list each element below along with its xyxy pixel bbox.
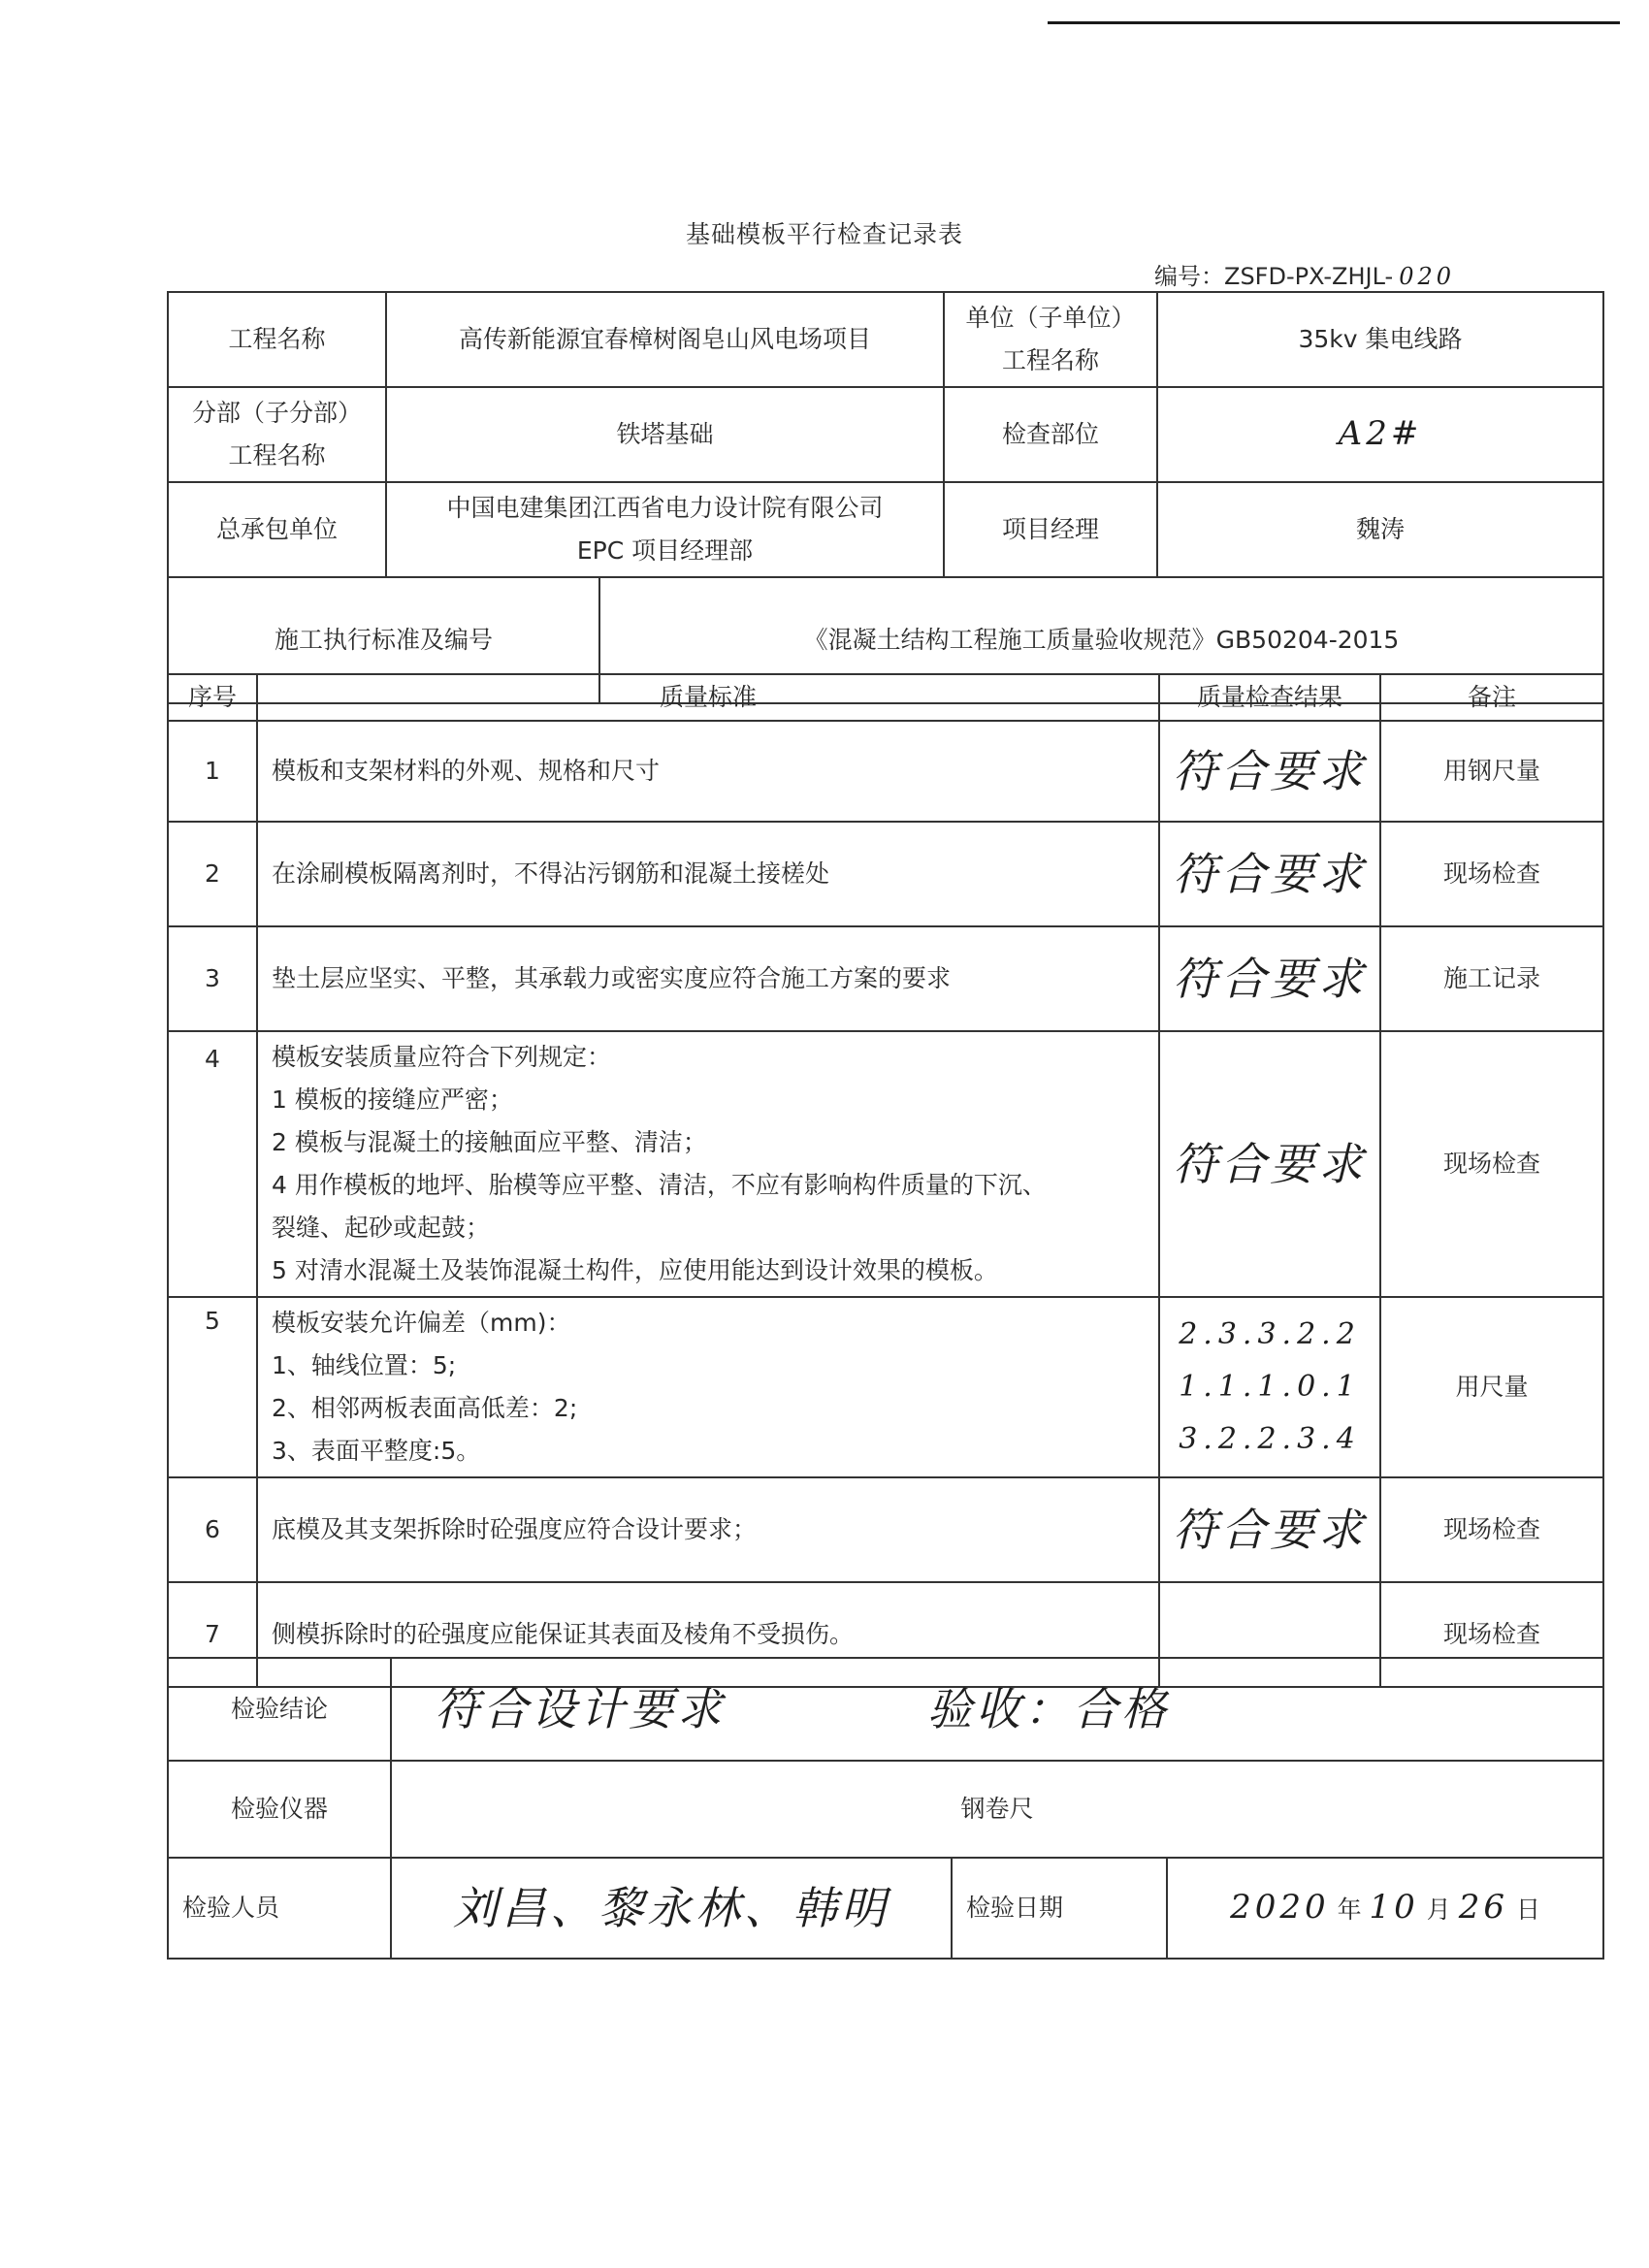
- inspect-part: A2#: [1157, 387, 1603, 482]
- instrument-value: 钢卷尺: [391, 1761, 1603, 1858]
- scan-edge-line: [1048, 21, 1620, 24]
- conclusion-row: [168, 1658, 1603, 1761]
- item-result: 符合要求: [1159, 1031, 1380, 1297]
- document-number-handwritten: 020: [1399, 263, 1455, 290]
- item-standard: 模板和支架材料的外观、规格和尺寸: [257, 721, 1159, 822]
- item-no: 2: [168, 822, 257, 926]
- standard-label: 施工执行标准及编号: [168, 577, 599, 703]
- project-name-label: 工程名称: [168, 292, 386, 387]
- item-no: 7: [168, 1582, 257, 1687]
- item-standard: 模板安装允许偏差（mm)： 1、轴线位置：5; 2、相邻两板表面高低差：2; 3、表面平整度:5。: [257, 1297, 1159, 1477]
- inspectors-value: 刘昌、黎永林、韩明: [391, 1858, 952, 1959]
- document-title: 基础模板平行检查记录表: [685, 220, 963, 248]
- item-standard: 底模及其支架拆除时砼强度应符合设计要求；: [257, 1477, 1159, 1582]
- document-number-label: 编号：ZSFD-PX-ZHJL-: [1154, 263, 1394, 290]
- item-standard: 侧模拆除时的砼强度应能保证其表面及棱角不受损伤。: [257, 1582, 1159, 1687]
- document-number: [1154, 257, 1455, 291]
- conclusion-label: 检验结论: [168, 1658, 391, 1761]
- item-remark: 用尺量: [1380, 1297, 1603, 1477]
- column-standard: 质量标准: [257, 674, 1159, 721]
- header-row-contractor: [168, 482, 1603, 577]
- conclusion-value: 符合设计要求 验收：合格: [391, 1658, 1603, 1761]
- item-no: 3: [168, 926, 257, 1031]
- sub-project-name: 铁塔基础: [386, 387, 944, 482]
- table-row: [168, 822, 1603, 926]
- header-table: [167, 291, 1602, 704]
- item-no: 5: [168, 1297, 257, 1477]
- project-name: 高传新能源宜春樟树阁皂山风电场项目: [386, 292, 944, 387]
- column-result: 质量检查结果: [1159, 674, 1380, 721]
- contractor-label: 总承包单位: [168, 482, 386, 577]
- item-result: 符合要求: [1159, 1477, 1380, 1582]
- table-row: [168, 1477, 1603, 1582]
- item-standard: 在涂刷模板隔离剂时，不得沾污钢筋和混凝土接槎处: [257, 822, 1159, 926]
- contractor-name: 中国电建集团江西省电力设计院有限公司 EPC 项目经理部: [386, 482, 944, 577]
- item-remark: 现场检查: [1380, 1031, 1603, 1297]
- item-no: 4: [168, 1031, 257, 1297]
- item-remark: 施工记录: [1380, 926, 1603, 1031]
- header-row-subproject: [168, 387, 1603, 482]
- instrument-label: 检验仪器: [168, 1761, 391, 1858]
- manager-name: 魏涛: [1157, 482, 1603, 577]
- item-result: 符合要求: [1159, 721, 1380, 822]
- inspectors-row: [168, 1858, 1603, 1959]
- item-result: 符合要求: [1159, 926, 1380, 1031]
- standard-value: 《混凝土结构工程施工质量验收规范》GB50204-2015: [599, 577, 1603, 703]
- column-remark: 备注: [1380, 674, 1603, 721]
- date-label: 检验日期: [952, 1858, 1167, 1959]
- column-no: 序号: [168, 674, 257, 721]
- items-table: [167, 673, 1602, 1688]
- unit-name: 35kv 集电线路: [1157, 292, 1603, 387]
- item-remark: 现场检查: [1380, 1582, 1603, 1687]
- table-row: [168, 721, 1603, 822]
- instrument-row: [168, 1761, 1603, 1858]
- table-row: [168, 926, 1603, 1031]
- date-value: 2020 年 10 月 26 日: [1167, 1858, 1603, 1959]
- item-remark: 用钢尺量: [1380, 721, 1603, 822]
- inspect-part-label: 检查部位: [944, 387, 1157, 482]
- items-header-row: [168, 674, 1603, 721]
- unit-name-label: 单位（子单位） 工程名称: [944, 292, 1157, 387]
- item-remark: 现场检查: [1380, 1477, 1603, 1582]
- item-standard: 模板安装质量应符合下列规定： 1 模板的接缝应严密； 2 模板与混凝土的接触面应平整、清洁； 4 用作模板的地坪、胎模等应平整、清洁，不应有影响构件质量的下沉、 裂缝、起砂或起鼓； 5 对清水混凝土及装饰混凝土构件，应使用能达到设计效果的模板。: [257, 1031, 1159, 1297]
- item-no: 6: [168, 1477, 257, 1582]
- table-row: [168, 1297, 1603, 1477]
- item-result: 符合要求: [1159, 822, 1380, 926]
- item-no: 1: [168, 721, 257, 822]
- item-standard: 垫土层应坚实、平整，其承载力或密实度应符合施工方案的要求: [257, 926, 1159, 1031]
- manager-label: 项目经理: [944, 482, 1157, 577]
- sub-project-label: 分部（子分部） 工程名称: [168, 387, 386, 482]
- inspectors-label: 检验人员: [168, 1858, 391, 1959]
- item-remark: 现场检查: [1380, 822, 1603, 926]
- table-row: [168, 1031, 1603, 1297]
- header-row-project: [168, 292, 1603, 387]
- item-result: 2.3.3.2.2 1.1.1.0.1 3.2.2.3.4: [1159, 1297, 1380, 1477]
- footer-table: [167, 1657, 1602, 1960]
